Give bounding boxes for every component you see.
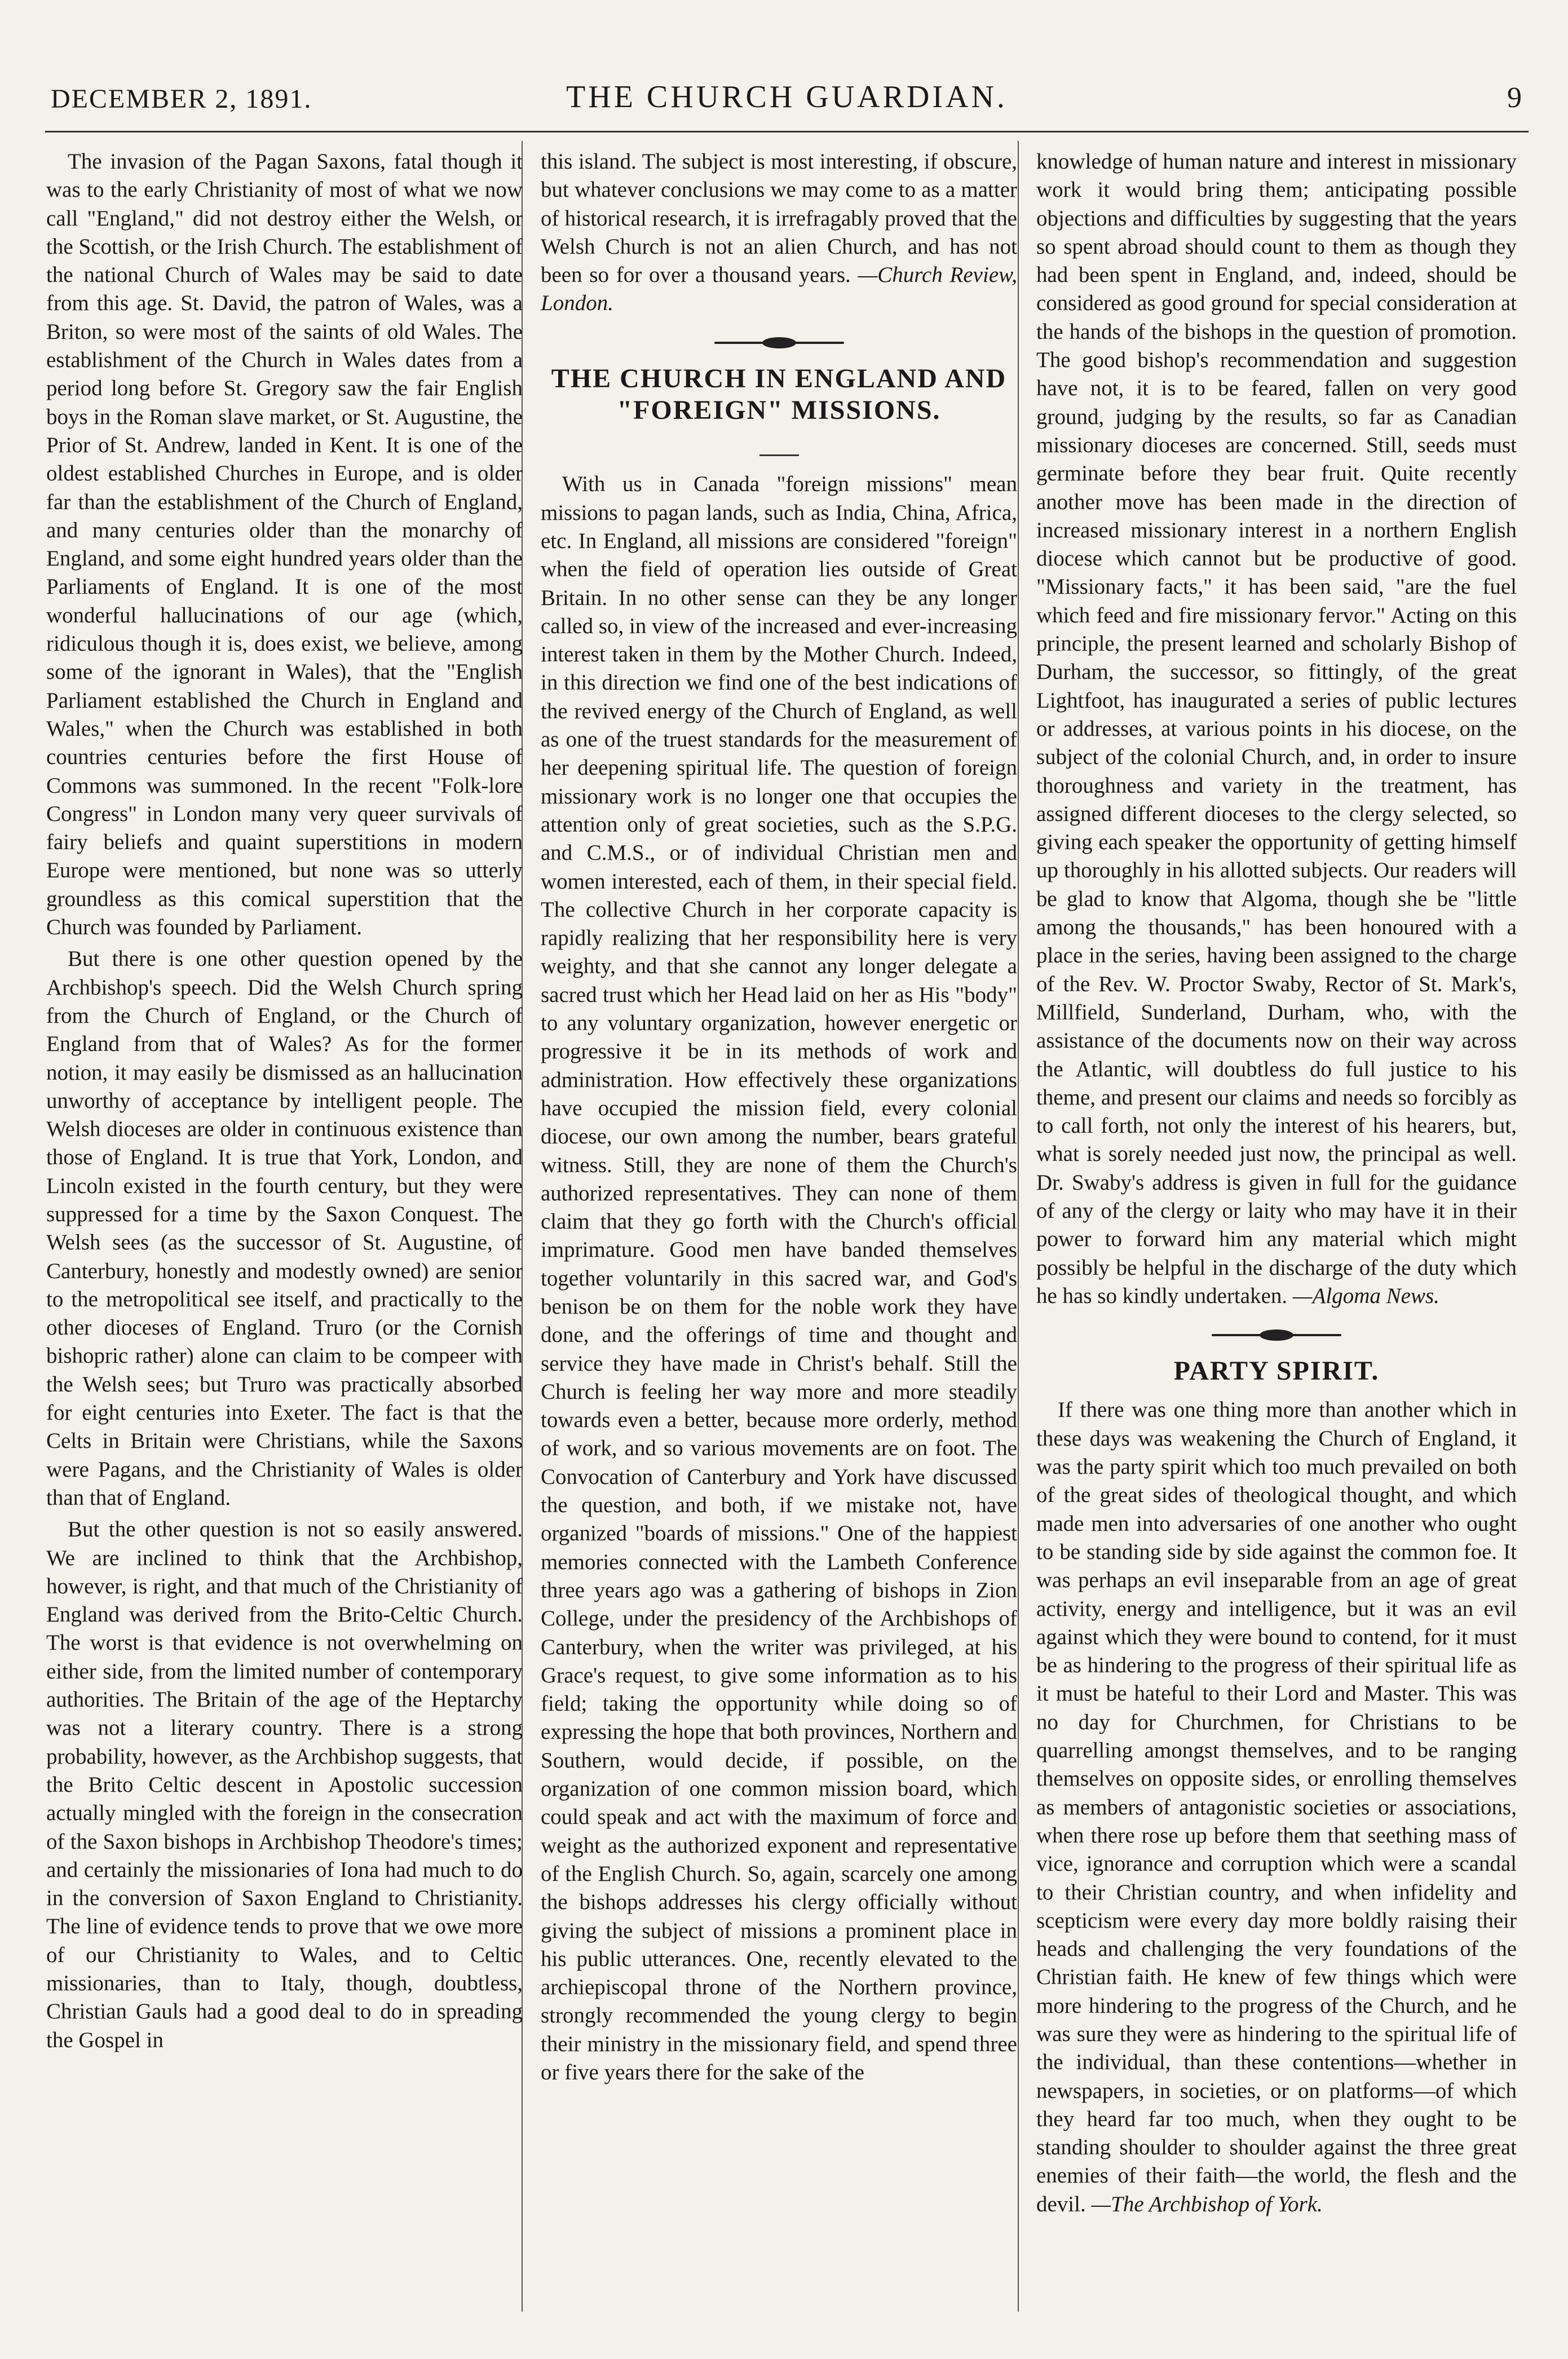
section-ornament [541,327,1017,355]
article-source: —Algoma News. [1292,1283,1439,1308]
article-paragraph [1036,148,1517,1310]
section-ornament [1036,1319,1517,1348]
column-rule-2 [1018,141,1019,2312]
article-text: If there was one thing more than another which in these days was weakening the Church of England, it was the party spirit which too much prevailed on both of the great sides of theological thought, and which made men into adversaries of one another who ought to be standing side by side against the common foe. It was perhaps an evil inseparable from an age of great activity, energy and intelligence, but it was an evil against which they were bound to contend, for it must be as hindering to the progress of their spiritual life as it must be hateful to their Lord and Master. This was no day for Churchmen, for Christians to be quarrelling amongst themselves, and to be ranging themselves on opposite sides, or enrolling themselves as members of antagonistic societies or associations, when there rose up before them that seething mass of vice, ignorance and corruption which were a scandal to their Christian country, and when infidelity and scepticism were every day more boldly raising their heads and challenging the very foundations of the Christian faith. He knew of few things which were more hindering to the progress of the Church, and he was sure they were as hindering to the spiritual life of the individual, than these contentions—whether in newspapers, in societies, or on platforms—of which they heard far too much, when they ought to be standing shoulder to shoulder against the three great enemies of their faith—the world, the flesh and the devil. [1036,1398,1517,2216]
newspaper-title: THE CHURCH GUARDIAN. [566,79,1008,114]
short-rule [541,435,1017,463]
article-paragraph: With us in Canada "foreign missions" mean missions to pagan lands, such as India, China, Africa, etc. In England, all missions are considered "foreign" when the field of operation lies outside of Great Britain. In no other sense can they be any longer called so, in view of the increased and ever-increasing interest taken in them by the Mother Church. Indeed, in this direction we find one of the best indications of the revived energy of the Church of England, as well as one of the truest standards for the measurement of her deepening spiritual life. The question of foreign missionary work is no longer one that occupies the attention only of great societies, such as the S.P.G. and C.M.S., or of individual Christian men and women interested, each of them, in their special field. The collective Church in her corporate capacity is rapidly realizing that her responsibility here is very weighty, and that she cannot any longer delegate a sacred trust which her Head laid on her as His "body" to any voluntary organization, however energetic or progressive it be in its methods of work and administration. How effectively these organizations have occupied the mission field, every colonial diocese, our own among the number, bears grateful witness. Still, they are none of them the Church's authorized representatives. They can none of them claim that they go forth with the Church's official imprimature. Good men have banded themselves together voluntarily in this sacred war, and God's benison be on them for the noble work they have done, and the offerings of time and thought and service they have made in Christ's behalf. Still the Church is feeling her way more and more steadily towards even a better, because more orderly, method of work, and so various movements are on foot. The Convocation of Canterbury and York have discussed the question, and both, if we mistake not, have organized "boards of missions." One of the happiest memories connected with the Lambeth Conference three years ago was a gathering of bishops in Zion College, under the presidency of the Archbishops of Canterbury, when the writer was privileged, at his Grace's request, to give some information as to his field; taking the opportunity while doing so of expressing the hope that both provinces, Northern and Southern, would decide, if possible, on the organization of one common mission board, which could speak and act with the maximum of force and weight as the authorized exponent and representative of the English Church. So, again, scarcely one among the bishops addresses his clergy officially without giving the subject of missions a prominent place in his public utterances. One, recently elevated to the archiepiscopal throne of the Northern province, strongly recommended the young clergy to begin their ministry in the missionary field, and spend three or five years there for the sake of the [541,472,1017,2084]
issue-date: DECEMBER 2, 1891. [51,84,312,114]
article-paragraph: But the other question is not so easily answered. We are inclined to think that the Archbishop, however, is right, and that much of the Christianity of England was derived from the Brito-Celtic Church. The worst is that evidence is not overwhelming on either side, from the limited number of contemporary authorities. The Britain of the age of the Heptarchy was not a literary country. There is a strong probability, however, as the Archbishop suggests, that the Brito Celtic descent in Apostolic succession actually mingled with the foreign in the consecration of the Saxon bishops in Archbishop Theodore's times; and certainly the missionaries of Iona had much to do in the conversion of Saxon England to Christianity. The line of evidence tends to prove that we owe more of our Christianity to Wales, and to Celtic missionaries, than to Italy, though, doubtless, Christian Gauls had a good deal to do in spreading the Gospel in [46,1517,523,2052]
article-text: knowledge of human nature and interest in missionary work it would bring them; anticipating possible objections and difficulties by suggesting that the years so spent abroad should count to them as though they had been spent in England, and, indeed, should be considered as good ground for special consideration at the hands of the bishops in the question of promotion. The good bishop's recommendation and suggestion have not, it is to be feared, fallen on very good ground, judging by the results, so far as Canadian missionary dioceses are concerned. Still, seeds must germinate before they bear fruit. Quite recently another move has been made in the direction of increased missionary interest in a northern English diocese which cannot but be productive of good. "Missionary facts," it has been said, "are the fuel which feed and fire missionary fervor." Acting on this principle, the present learned and scholarly Bishop of Durham, the successor, so fittingly, of the great Lightfoot, has inaugurated a series of public lectures or addresses, at various points in his diocese, on the subject of the colonial Church, and, in order to insure thoroughness and variety in the treatment, has assigned different dioceses to the clergy selected, so giving each speaker the opportunity of getting himself up thoroughly in his allotted subjects. Our readers will be glad to know that Algoma, though she be "little among the thousands," has been honoured with a place in the series, having been assigned to the charge of the Rev. W. Proctor Swaby, Rector of St. Mark's, Millfield, Sunderland, Durham, who, with the assistance of the documents now on their way across the Atlantic, will doubtless do full justice to his theme, and present our claims and needs so forcibly as to call forth, not only the interest of his hearers, but, what is sorely needed just now, the principal as well. Dr. Swaby's address is given in full for the guidance of any of the clergy or laity who may have it in their power to forward him any material which might possibly be helpful in the discharge of the duty which he has so kindly undertaken. [1036,149,1517,1308]
masthead [51,73,1523,118]
column-2 [541,148,1017,2090]
header-rule [45,131,1529,132]
article-paragraph: But there is one other question opened by the Archbishop's speech. Did the Welsh Church spring from the Church of England, or the Church of England from that of Wales? As for the former notion, it may easily be dismissed as an hallucination unworthy of acceptance by intelligent people. The Welsh dioceses are older in continuous existence than those of England. It is true that York, London, and Lincoln existed in the fourth century, but they were suppressed for a time by the Saxon Conquest. The Welsh sees (as the successor of St. Augustine, of Canterbury, honestly and modestly owned) are senior to the metropolitical see itself, and practically to the other dioceses of England. Truro (or the Cornish bishopric rather) alone can claim to be compeer with the Welsh sees; but Truro was practically absorbed for eight centuries into Exeter. The fact is that the Celts in Britain were Christians, while the Saxons were Pagans, and the Christianity of Wales is older than that of England. [46,947,523,1510]
column-1 [46,148,523,2058]
article-paragraph [541,148,1017,318]
article-source: —The Archbishop of York. [1091,2192,1323,2216]
column-3 [1036,148,1517,2222]
article-paragraph [1036,1396,1517,2219]
article-text: this island. The subject is most interesting, if obscure, but whatever conclusions we may come to as a matter of historical research, it is irrefragably proved that the Welsh Church is not an alien Church, and has not been so for over a thousand years. [541,149,1017,288]
article-heading: PARTY SPIRIT. [1173,1356,1380,1386]
article-heading: THE CHURCH IN ENGLAND AND "FOREIGN" MISSIONS. [551,364,1007,426]
page-number: 9 [1507,82,1523,114]
article-source: —Church Review, London. [541,263,1018,316]
article-paragraph: The invasion of the Pagan Saxons, fatal though it was to the early Christianity of most of what we now call "England," did not destroy either the Welsh, or the Scottish, or the Irish Church. The establishment of the national Church of Wales may be said to date from this age. St. David, the patron of Wales, was a Briton, so were most of the saints of old Wales. The establishment of the Church in Wales dates from a period long before St. Gregory saw the fair English boys in the Roman slave market, or St. Augustine, the Prior of St. Andrew, landed in Kent. It is one of the oldest established Churches in Europe, and is older far than the establishment of the Church of England, and many centuries older than the monarchy of England, and some eight hundred years older than the Parliaments of England. It is one of the most wonderful hallucinations of our age (which, ridiculous though it is, does exist, we believe, among some of the ignorant in Wales), that the "English Parliament established the Church in England and Wales," when the Church was established in both countries centuries before the first House of Commons was summoned. In the recent "Folk-lore Congress" in London many very queer survivals of fairy beliefs and quaint superstitions in modern Europe were mentioned, but none was so utterly groundless as this comical superstition that the Church was founded by Parliament. [46,149,523,940]
